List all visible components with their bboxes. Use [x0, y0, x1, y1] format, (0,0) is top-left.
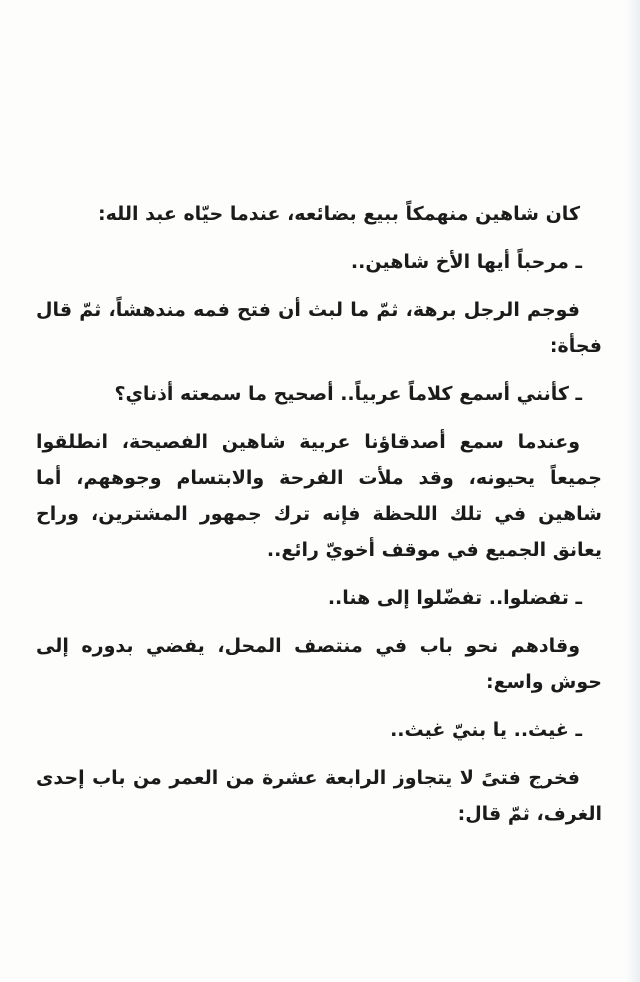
paragraph-3: وعندما سمع أصدقاؤنا عربية شاهين الفصيحة، انطلقوا جميعاً يحيونه، وقد ملأت الفرحة والابتسام وجوههم، أما شاهين في تلك اللحظة فإنه ترك جمهور المشترين، وراح يعانق الجميع في موقف أخويّ رائع.. — [36, 431, 602, 561]
dialogue-line-3: ـ تفضلوا.. تفضّلوا إلى هنا.. — [327, 587, 582, 609]
paragraph-1: كان شاهين منهمكاً ببيع بضائعه، عندما حيّاه عبد الله: — [97, 203, 580, 225]
dialogue-line-4: ـ غيث.. يا بنيّ غيث.. — [390, 719, 582, 741]
dialogue-line-2: ـ كأنني أسمع كلاماً عربياً.. أصحيح ما سمعته أذناي؟ — [114, 383, 582, 405]
dialogue-line-1: ـ مرحباً أيها الأخ شاهين.. — [350, 251, 582, 273]
paragraph-2: فوجم الرجل برهة، ثمّ ما لبث أن فتح فمه مندهشاً، ثمّ قال فجأة: — [36, 299, 602, 357]
paragraph-5: فخرج فتىً لا يتجاوز الرابعة عشرة من العمر من باب إحدى الغرف، ثمّ قال: — [36, 767, 602, 825]
body-text — [36, 196, 602, 844]
paragraph-4: وقادهم نحو باب في منتصف المحل، يفضي بدوره إلى حوش واسع: — [36, 635, 602, 693]
page-edge-shadow — [626, 0, 640, 982]
